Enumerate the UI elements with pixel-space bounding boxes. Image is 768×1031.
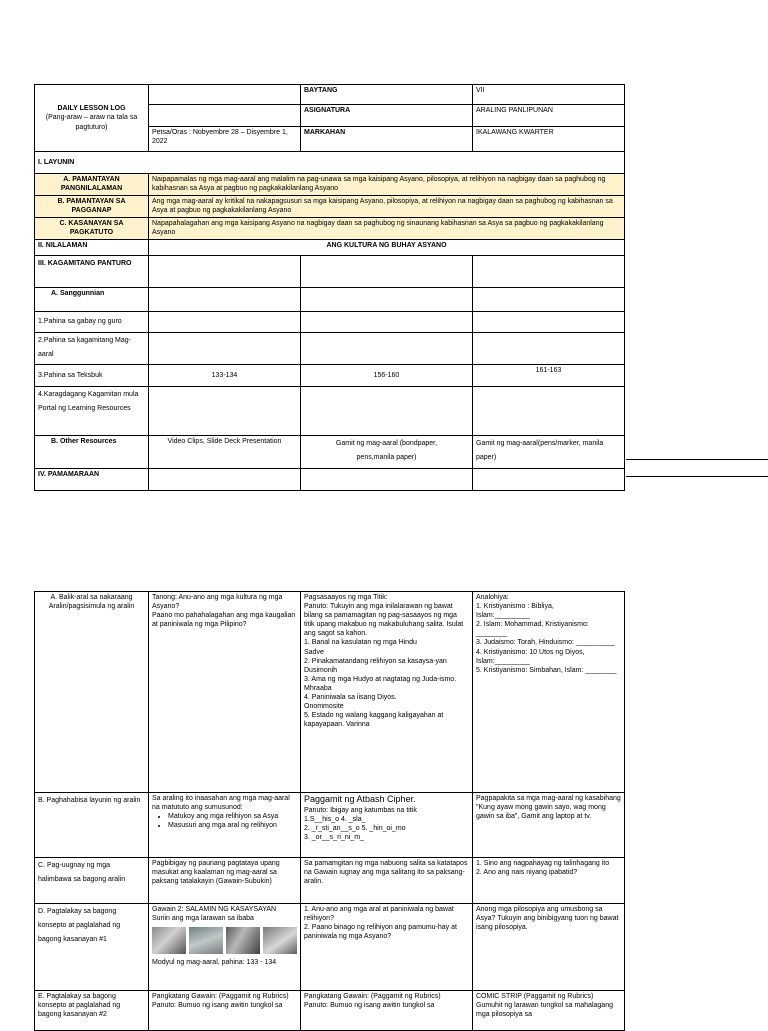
sanggunian-label: A. Sanggunnian (35, 288, 149, 312)
balik-aral-col3: Analohiya: 1. Kristiyanismo : Bibliya, Islam:_________ 2. Islam: Mohammad, Kristiyanismo: ________ 3. Judaismo: Torah, Hinduismo: __________ 4. Kristiyanismo: 10 Utos ng Diyos, Islam:_________ 5. Kristiyanismo: Simbahan, Islam: ________ (473, 592, 625, 793)
pagtalakay2-label: E. Pagtalakay sa bagong konsepto at paglalahad ng bagong kasanayan #2 (35, 991, 149, 1031)
gawain-subtitle: Suriin ang mga larawan sa ibaba (152, 915, 254, 923)
empty-cell (301, 333, 473, 365)
balik-aral-label: A. Balik-aral sa nakaraang Aralin/pagsisimula ng aralin (35, 592, 149, 793)
kasanayan-text: Napapahalagahan ang mga kaisipang Asyano na nagbigay daan sa paghubog ng sinaunang kabihasnan sa Asya sa pagbuo ng pagkakakilanlang Asyano (149, 218, 625, 240)
asignatura-value: ARALING PANLIPUNAN (473, 105, 625, 127)
nilalaman-value: ANG KULTURA NG BUHAY ASYANO (149, 240, 625, 256)
log-subtitle: (Pang-araw – araw na tala sa pagtuturo) (45, 114, 138, 131)
pamantayan-pagganap-label: B. PAMANTAYAN SA PAGGANAP (35, 196, 149, 218)
pagtalakay1-col3: Anong mga pilosopiya ang umusbong sa Asya? Tukuyin ang binibigyang tuon ng bawat isang pilosopiya. (473, 904, 625, 991)
religion-images (152, 927, 297, 954)
teksbuk-label: 3.Pahina sa Teksbuk (35, 365, 149, 387)
layunin-heading: I. LAYUNIN (35, 152, 625, 174)
atbash-text: Panuto: Ibigay ang katumbas na titik 1.S__his_o 4. _sla_ 2. _r_sti_an__s_o 5. _hin_oi_mo 3. _or__s_ri_ni_m_ (304, 806, 417, 841)
empty-cell (301, 256, 473, 288)
objectives-list (152, 812, 297, 830)
kagamitang-label: 2.Pahina sa kagamitang Mag-aaral (35, 333, 149, 365)
empty-cell (473, 469, 625, 491)
kasanayan-label: C. KASANAYAN SA PAGKATUTO (35, 218, 149, 240)
empty-cell (149, 85, 301, 105)
other-resources-label: B. Other Resources (35, 436, 149, 469)
empty-cell (473, 333, 625, 365)
other-resources-value: Gamit ng mag-aaral(pens/marker, manila paper) (473, 436, 625, 469)
empty-cell (149, 256, 301, 288)
pag-uugnay-col3: 1. Sino ang nagpahayag ng talinhagang ito 2. Ano ang nais niyang ipabatid? (473, 858, 625, 904)
side-rule (626, 476, 768, 477)
baitang-value: VII (473, 85, 625, 105)
empty-cell (473, 256, 625, 288)
religion-photo (263, 927, 297, 954)
kagamitan-label: III. KAGAMITANG PANTURO (35, 256, 149, 288)
paghahabi-intro: Sa araling ito inaasahan ang mga mag-aaral na matututo ang sumusunod: (152, 795, 290, 812)
empty-cell (301, 387, 473, 436)
petsa-oras: Petsa/Oras : Nobyembre 28 – Disyembre 1, 2022 (149, 127, 301, 152)
empty-cell (301, 469, 473, 491)
religion-photo (226, 927, 260, 954)
pagtalakay2-col3: COMIC STRIP (Paggamit ng Rubrics) Gumuhit ng larawan tungkol sa mahalagang mga pilosopiya sa (473, 991, 625, 1031)
baitang-label: BAYTANG (301, 85, 473, 105)
pag-uugnay-label: C. Pag-uugnay ng mga halimbawa sa bagong aralin (35, 858, 149, 904)
religion-photo (189, 927, 223, 954)
karagdagang-label: 4.Karagdagang Kagamitan mula Portal ng Learning Resources (35, 387, 149, 436)
religion-photo (152, 927, 186, 954)
empty-cell (149, 312, 301, 333)
empty-cell (149, 387, 301, 436)
balik-aral-col2: Pagsasaayos ng mga Titik: Panuto: Tukuyin ang mga inilalarawan ng bawat bilang sa pamamagitan ng pag-sasaayos ng mga titik upang makabuo ng makabuluhang salita. Isulat ang sagot sa kahon. 1. Banal na kasulatan ng mga Hindu Sadve 2. Pinakamatandang relihiyon sa kasaysa-yan Dusimonih 3. Ama ng mga Hudyo at nagtatag ng Juda-ismo. Mhraaba 4. Paniniwala sa iisang Diyos. Onommosite 5. Estado ng walang kaggang kaligayahan at kapayapaan. Varinna (301, 592, 473, 793)
log-title-cell (35, 85, 149, 152)
teksbuk-value: 156-160 (301, 365, 473, 387)
paghahabi-col3: Pagpapakita sa mga mag-aaral ng kasabihang "Kung ayaw mong gawin sayo, wag mong gawin sa iba", Gamit ang laptop at tv. (473, 793, 625, 858)
teksbuk-value: 161-163 (473, 365, 625, 387)
empty-cell (473, 312, 625, 333)
empty-cell (149, 469, 301, 491)
teksbuk-value: 133-134 (149, 365, 301, 387)
objective-item: • Matukoy ang mga relihiyon sa Asya (168, 812, 297, 821)
pamamaraan-label: IV. PAMAMARAAN (35, 469, 149, 491)
paghahabi-label: B. Paghahabisa layunin ng aralin (35, 793, 149, 858)
paghahabi-col1 (149, 793, 301, 858)
pag-uugnay-col1: Pagbibigay ng paunang pagtataya upang masukat ang kaalaman ng mag-aaral sa paksang tatalakayin (Gawain-Subukin) (149, 858, 301, 904)
other-resources-value: Video Clips, Slide Deck Presentation (149, 436, 301, 469)
nilalaman-label: II. NILALAMAN (35, 240, 149, 256)
pagtalakay2-col1: Pangkatang Gawain: (Paggamit ng Rubrics) Panuto: Bumuo ng isang awitin tungkol sa (149, 991, 301, 1031)
pamantayan-pangnilalaman-text: Naipapamalas ng mga mag-aaral ang malalim na pag-unawa sa mga kaisipang Asyano, pilosopiya, at relihiyon na nagbigay daan sa paghubog ng kabihasnan sa Asya at pagbuo ng pagkakakilanlang Asyano (149, 174, 625, 196)
procedure-table (34, 591, 625, 1031)
asignatura-label: ASIGNATURA (301, 105, 473, 127)
empty-cell (473, 288, 625, 312)
lesson-log-header-table (34, 84, 625, 491)
pagtalakay1-col1 (149, 904, 301, 991)
empty-cell (149, 333, 301, 365)
pagtalakay1-label: D. Pagtalakay sa bagong konsepto at paglalahad ng bagong kasanayan #1 (35, 904, 149, 991)
gabay-label: 1.Pahina sa gabay ng guro (35, 312, 149, 333)
empty-cell (473, 387, 625, 436)
paghahabi-col2 (301, 793, 473, 858)
objective-item: • Masusuri ang mga aral ng relihiyon (168, 821, 297, 830)
gawain-title: Gawain 2: SALAMIN NG KASAYSAYAN (152, 906, 277, 913)
empty-cell (149, 288, 301, 312)
pamantayan-pagganap-text: Ang mga mag-aaral ay kritikal na nakapagsusuri sa mga kaisipang Asyano, pilosopiya, at relihiyon na nagbigay daan sa paghubog ng kabihasnan sa Asya at pagbuo ng pagkakakilanlang Asyano (149, 196, 625, 218)
markahan-value: IKALAWANG KWARTER (473, 127, 625, 152)
atbash-title: Paggamit ng Atbash Cipher. (304, 794, 416, 804)
log-title: DAILY LESSON LOG (57, 105, 126, 113)
empty-cell (301, 312, 473, 333)
empty-cell (301, 288, 473, 312)
empty-cell (149, 105, 301, 127)
modyul-reference: Modyul ng mag-aaral, pahina: 133 - 134 (152, 959, 277, 967)
pagtalakay2-col2: Pangkatang Gawain: (Paggamit ng Rubrics) Panuto: Bumuo ng isang awitin tungkol sa (301, 991, 473, 1031)
markahan-label: MARKAHAN (301, 127, 473, 152)
other-resources-value: Gamit ng mag-aaral (bondpaper, pens,manila paper) (301, 436, 473, 469)
pag-uugnay-col2: Sa pamamgitan ng mga nabuong salita sa katatapos na Gawain iugnay ang mga salitang ito sa paksang-aralin. (301, 858, 473, 904)
pamantayan-pangnilalaman-label: A. PAMANTAYAN PANGNILALAMAN (35, 174, 149, 196)
pagtalakay1-col2: 1. Anu-ano ang mga aral at paniniwala ng bawat relihiyon? 2. Paano binago ng relihiyon ang pamumu-hay at paniniwala ng mga Asyano? (301, 904, 473, 991)
balik-aral-col1: Tanong: Anu-ano ang mga kultura ng mga Asyano? Paano mo pahahalagahan ang mga kaugalian at paniniwala ng mga Pilipino? (149, 592, 301, 793)
side-rule (626, 459, 768, 460)
